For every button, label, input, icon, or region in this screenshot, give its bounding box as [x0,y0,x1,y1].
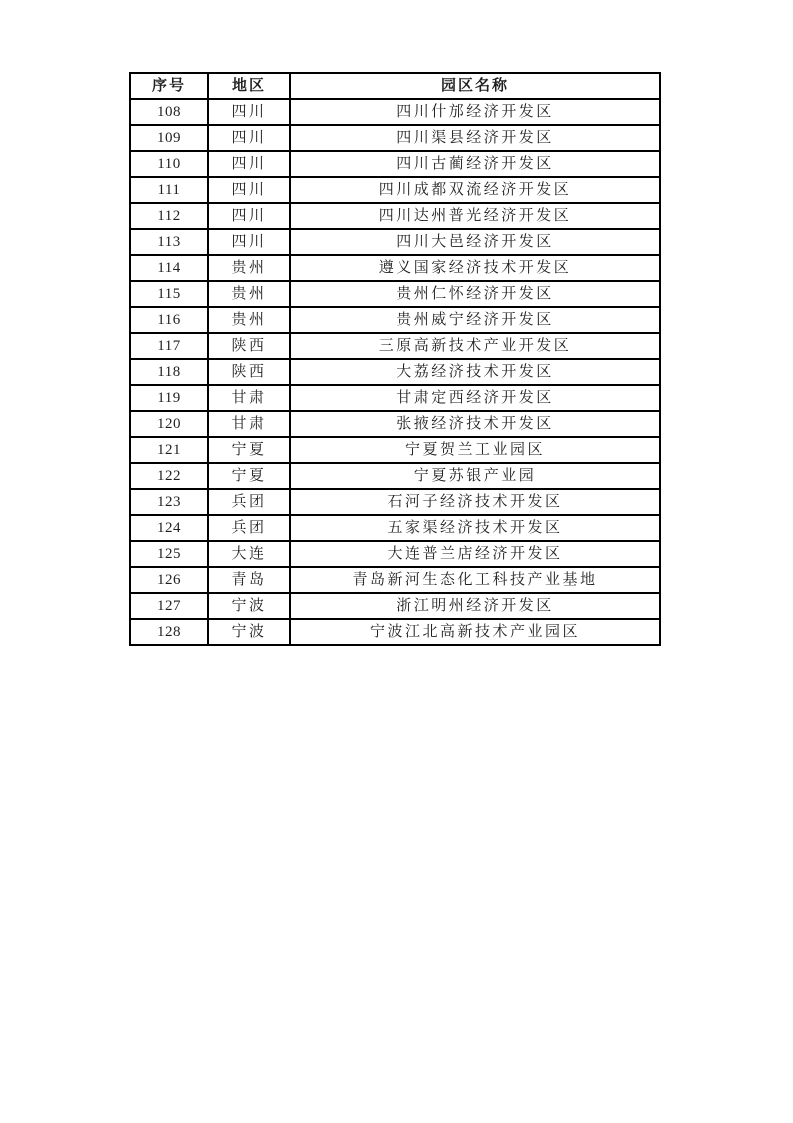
table-row [130,125,660,151]
cell-serial: 110 [130,151,208,177]
cell-serial: 114 [130,255,208,281]
cell-park-name: 张掖经济技术开发区 [290,411,660,437]
cell-park-name: 大连普兰店经济开发区 [290,541,660,567]
table-row [130,151,660,177]
table-row [130,567,660,593]
header-park-name: 园区名称 [290,73,660,99]
table-header [130,73,660,99]
table-row [130,255,660,281]
cell-park-name: 四川大邑经济开发区 [290,229,660,255]
cell-region: 兵团 [208,489,290,515]
cell-serial: 118 [130,359,208,385]
cell-serial: 112 [130,203,208,229]
cell-region: 甘肃 [208,411,290,437]
cell-park-name: 大荔经济技术开发区 [290,359,660,385]
cell-serial: 109 [130,125,208,151]
table-row [130,177,660,203]
cell-region: 四川 [208,125,290,151]
table-row [130,619,660,645]
cell-serial: 125 [130,541,208,567]
cell-serial: 108 [130,99,208,125]
cell-park-name: 贵州仁怀经济开发区 [290,281,660,307]
cell-serial: 127 [130,593,208,619]
cell-region: 陕西 [208,333,290,359]
cell-park-name: 五家渠经济技术开发区 [290,515,660,541]
cell-serial: 128 [130,619,208,645]
table-row [130,333,660,359]
parks-table [129,72,661,646]
cell-region: 四川 [208,99,290,125]
cell-serial: 115 [130,281,208,307]
cell-region: 宁夏 [208,463,290,489]
cell-park-name: 宁夏苏银产业园 [290,463,660,489]
table-row [130,515,660,541]
table-row [130,359,660,385]
table-row [130,307,660,333]
cell-region: 宁夏 [208,437,290,463]
cell-region: 陕西 [208,359,290,385]
table-row [130,593,660,619]
cell-serial: 126 [130,567,208,593]
cell-park-name: 三原高新技术产业开发区 [290,333,660,359]
cell-park-name: 青岛新河生态化工科技产业基地 [290,567,660,593]
cell-region: 宁波 [208,593,290,619]
cell-park-name: 宁波江北高新技术产业园区 [290,619,660,645]
cell-serial: 122 [130,463,208,489]
cell-region: 四川 [208,203,290,229]
table-row [130,229,660,255]
cell-serial: 123 [130,489,208,515]
cell-serial: 117 [130,333,208,359]
table-row [130,411,660,437]
cell-park-name: 宁夏贺兰工业园区 [290,437,660,463]
cell-park-name: 四川成都双流经济开发区 [290,177,660,203]
cell-region: 贵州 [208,307,290,333]
cell-serial: 111 [130,177,208,203]
cell-serial: 121 [130,437,208,463]
table-row [130,203,660,229]
table-body [130,99,660,645]
table-row [130,437,660,463]
header-region: 地区 [208,73,290,99]
cell-region: 四川 [208,229,290,255]
cell-park-name: 遵义国家经济技术开发区 [290,255,660,281]
cell-park-name: 石河子经济技术开发区 [290,489,660,515]
cell-serial: 116 [130,307,208,333]
cell-region: 四川 [208,177,290,203]
cell-serial: 119 [130,385,208,411]
cell-park-name: 四川古蔺经济开发区 [290,151,660,177]
cell-region: 宁波 [208,619,290,645]
table-row [130,385,660,411]
header-serial: 序号 [130,73,208,99]
cell-park-name: 甘肃定西经济开发区 [290,385,660,411]
cell-region: 贵州 [208,281,290,307]
table-row [130,99,660,125]
table-row [130,541,660,567]
table-row [130,489,660,515]
cell-park-name: 四川达州普光经济开发区 [290,203,660,229]
table-row [130,281,660,307]
cell-park-name: 贵州威宁经济开发区 [290,307,660,333]
cell-region: 大连 [208,541,290,567]
cell-park-name: 四川什邡经济开发区 [290,99,660,125]
cell-region: 青岛 [208,567,290,593]
cell-region: 贵州 [208,255,290,281]
cell-region: 四川 [208,151,290,177]
cell-serial: 120 [130,411,208,437]
table-row [130,463,660,489]
cell-serial: 124 [130,515,208,541]
cell-region: 兵团 [208,515,290,541]
header-row [130,73,660,99]
cell-region: 甘肃 [208,385,290,411]
cell-park-name: 浙江明州经济开发区 [290,593,660,619]
cell-serial: 113 [130,229,208,255]
cell-park-name: 四川渠县经济开发区 [290,125,660,151]
